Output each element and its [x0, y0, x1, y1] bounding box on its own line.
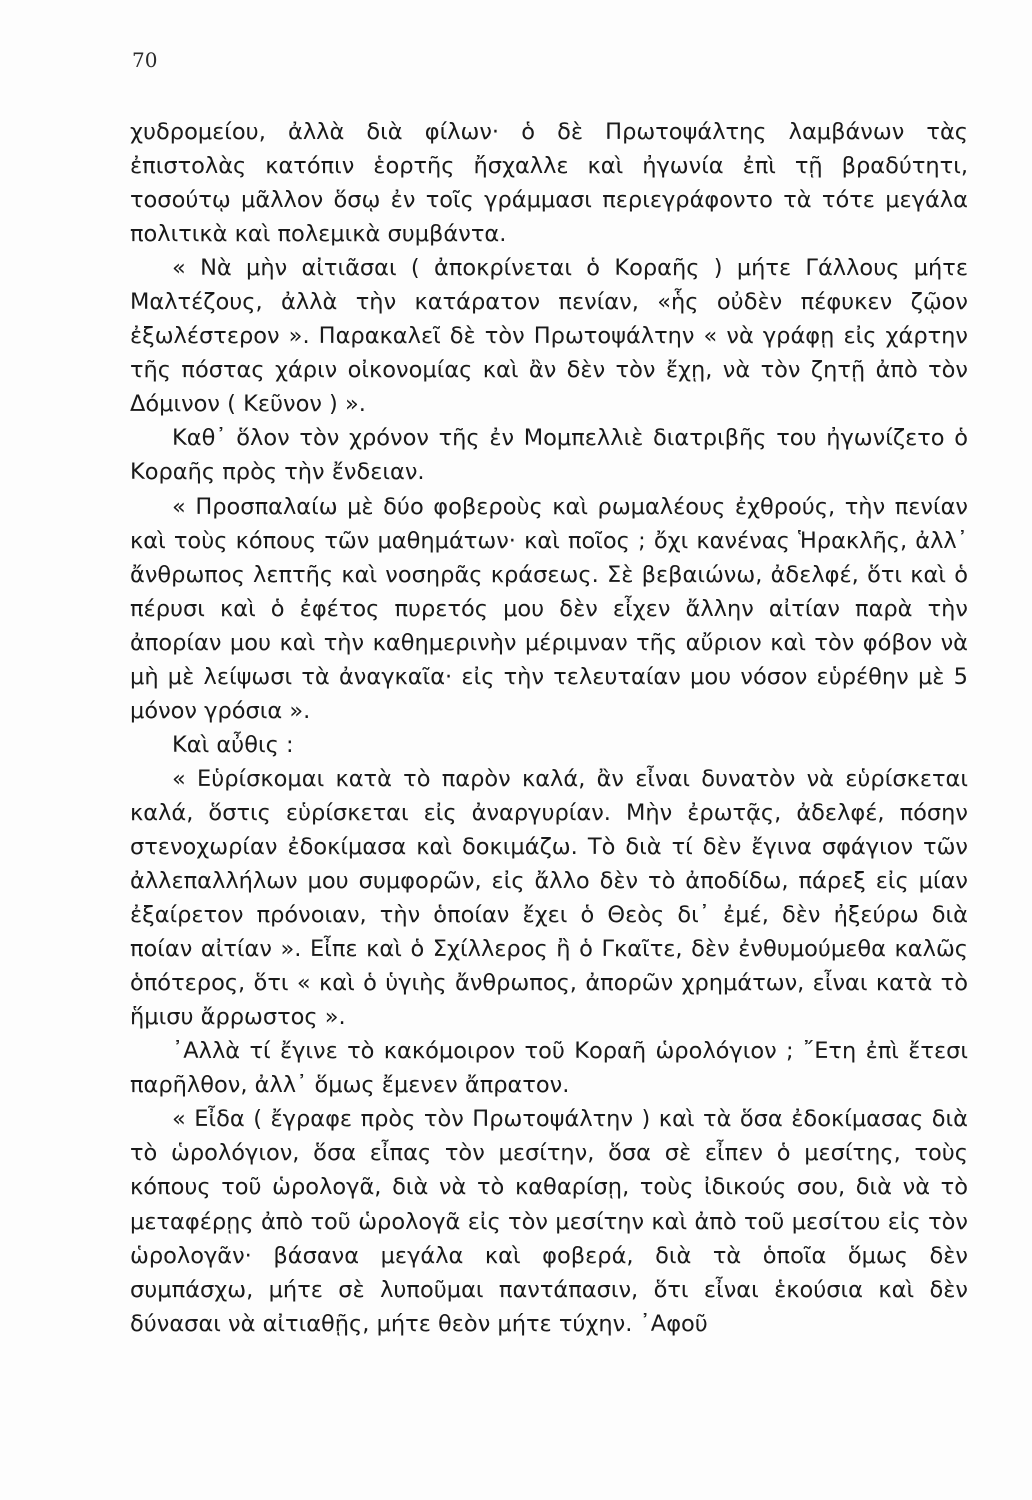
body-text: [130, 115, 968, 1341]
paragraph-quote-watch-troubles: « Εἶδα ( ἔγραφε πρὸς τὸν Πρωτοψάλτην ) καὶ τὰ ὅσα ἐδοκίμασας διὰ τὸ ὡρολόγιον, ὅσα εἶπας τὸν μεσίτην, ὅσα σὲ εἶπεν ὁ μεσίτης, τοὺς κόπους τοῦ ὡρολογᾶ, διὰ νὰ τὸ καθαρίσῃ, τοὺς ἰδικούς σου, διὰ νὰ τὸ μεταφέρῃς ἀπὸ τοῦ ὡρολογᾶ εἰς τὸν μεσίτην καὶ ἀπὸ τοῦ μεσίτου εἰς τὸν ὡρολογᾶν· βάσανα μεγάλα καὶ φοβερά, διὰ τὰ ὁποῖα ὅμως δὲν συμπάσχω, μήτε σὲ λυποῦμαι παντάπασιν, ὅτι εἶναι ἑκούσια καὶ δὲν δύνασαι νὰ αἰτιαθῇς, μήτε θεὸν μήτε τύχην. ᾽Αφοῦ: [130, 1106, 968, 1337]
paragraph-quote-well-being: « Εὑρίσκομαι κατὰ τὸ παρὸν καλά, ἂν εἶναι δυνατὸν νὰ εὑρίσκεται καλά, ὅστις εὑρίσκεται εἰς ἀναργυρίαν. Μὴν ἐρωτᾷς, ἀδελφέ, πόσην στενοχωρίαν ἐδοκίμασα καὶ δοκιμάζω. Τὸ διὰ τί δὲν ἔγινα σφάγιον τῶν ἀλλεπαλλήλων μου συμφορῶν, εἰς ἄλλο δὲν τὸ ἀποδίδω, πάρεξ εἰς μίαν ἐξαίρετον πρόνοιαν, τὴν ὁποίαν ἔχει ὁ Θεὸς δι᾽ ἐμέ, δὲν ἠξεύρω διὰ ποίαν αἰτίαν ». Εἶπε καὶ ὁ Σχίλλερος ἢ ὁ Γκαῖτε, δὲν ἐνθυμούμεθα καλῶς ὁπότερος, ὅτι « καὶ ὁ ὑγιὴς ἄνθρωπος, ἀπορῶν χρημάτων, εἶναι κατὰ τὸ ἥμισυ ἄρρωστος ».: [130, 765, 968, 1031]
paragraph-continuation: χυδρομείου, ἀλλὰ διὰ φίλων· ὁ δὲ Πρωτοψάλτης λαμβάνων τὰς ἐπιστολὰς κατόπιν ἑορτῆς ἤσχαλλε καὶ ἠγωνία ἐπὶ τῇ βραδύτητι, τοσούτῳ μᾶλλον ὅσῳ ἐν τοῖς γράμμασι περιεγράφοντο τὰ τότε μεγάλα πολιτικὰ καὶ πολεμικὰ συμβάντα.: [130, 119, 968, 248]
page-number: 70: [132, 48, 158, 72]
paragraph-quote-two-enemies: « Προσπαλαίω μὲ δύο φοβεροὺς καὶ ρωμαλέους ἐχθρούς, τὴν πενίαν καὶ τοὺς κόπους τῶν μαθημάτων· καὶ ποῖος ; ὄχι κανένας Ἡρακλῆς, ἀλλ᾽ ἄνθρωπος λεπτῆς καὶ νοσηρᾶς κράσεως. Σὲ βεβαιώνω, ἀδελφέ, ὅτι καὶ ὁ πέρυσι καὶ ὁ ἐφέτος πυρετός μου δὲν εἶχεν ἄλλην αἰτίαν παρὰ τὴν ἀπορίαν μου καὶ τὴν καθημερινὴν μέριμναν τῆς αὔριον καὶ τὸν φόβον νὰ μὴ μὲ λείψωσι τὰ ἀναγκαῖα· εἰς τὴν τελευταίαν μου νόσον εὑρέθην μὲ 5 μόνον γρόσια ».: [130, 493, 968, 724]
paragraph-quote-korais-reply: « Νὰ μὴν αἰτιᾶσαι ( ἀποκρίνεται ὁ Κοραῆς ) μήτε Γάλλους μήτε Μαλτέζους, ἀλλὰ τὴν κατάρατον πενίαν, «ἧς οὐδὲν πέφυκεν ζῷον ἐξωλέστερον ». Παρακαλεῖ δὲ τὸν Πρωτοψάλτην « νὰ γράφῃ εἰς χάρτην τῆς πόστας χάριν οἰκονομίας καὶ ἂν δὲν τὸν ἔχῃ, νὰ τὸν ζητῇ ἀπὸ τὸν Δόμινον ( Κεῦνον ) ».: [130, 255, 968, 418]
paragraph-unsold-watch: ᾽Αλλὰ τί ἔγινε τὸ κακόμοιρον τοῦ Κοραῆ ὡρολόγιον ; ῎Ετη ἐπὶ ἔτεσι παρῆλθον, ἀλλ᾽ ὅμως ἔμενεν ἄπρατον.: [130, 1038, 968, 1099]
paragraph-and-again: Καὶ αὖθις :: [172, 731, 294, 758]
paragraph-montpellier-poverty: Καθ᾽ ὅλον τὸν χρόνον τῆς ἐν Μομπελλιὲ διατριβῆς του ἠγωνίζετο ὁ Κοραῆς πρὸς τὴν ἔνδειαν.: [130, 425, 968, 486]
